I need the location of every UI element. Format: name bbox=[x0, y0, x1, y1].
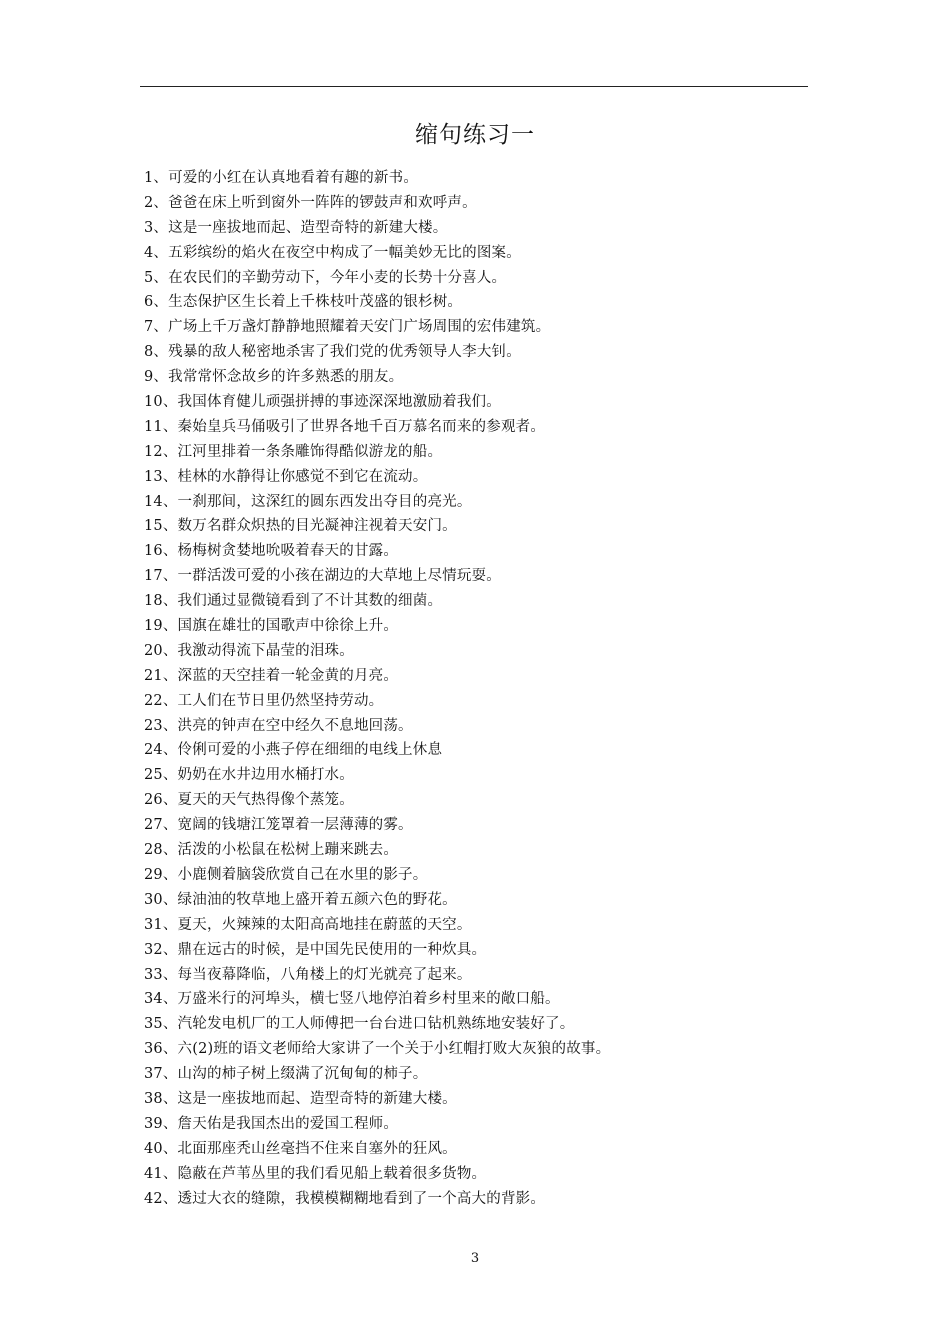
list-item: 19、国旗在雄壮的国歌声中徐徐上升。 bbox=[144, 618, 399, 635]
list-item: 12、江河里排着一条条雕饰得酷似游龙的船。 bbox=[144, 443, 443, 460]
list-item: 40、北面那座秃山丝毫挡不住来自塞外的狂风。 bbox=[144, 1140, 457, 1157]
list-item: 23、洪亮的钟声在空中经久不息地回荡。 bbox=[144, 717, 413, 734]
list-item: 33、每当夜幕降临，八角楼上的灯光就亮了起来。 bbox=[144, 966, 472, 983]
list-item: 2、爸爸在床上听到窗外一阵阵的锣鼓声和欢呼声。 bbox=[144, 194, 477, 211]
list-item: 31、夏天，火辣辣的太阳高高地挂在蔚蓝的天空。 bbox=[144, 916, 472, 933]
list-item: 30、绿油油的牧草地上盛开着五颜六色的野花。 bbox=[144, 891, 457, 908]
list-item: 27、宽阔的钱塘江笼罩着一层薄薄的雾。 bbox=[144, 817, 413, 834]
list-item: 1、可爱的小红在认真地看着有趣的新书。 bbox=[144, 170, 419, 186]
list-item: 41、隐蔽在芦苇丛里的我们看见船上载着很多货物。 bbox=[144, 1165, 487, 1182]
list-item: 34、万盛米行的河埠头，横七竖八地停泊着乡村里来的敞口船。 bbox=[144, 991, 560, 1008]
exercise-list bbox=[144, 166, 824, 1211]
list-item: 25、奶奶在水井边用水桶打水。 bbox=[144, 767, 354, 784]
list-item: 5、在农民们的辛勤劳动下，今年小麦的长势十分喜人。 bbox=[144, 269, 507, 286]
list-item: 16、杨梅树贪婪地吮吸着春天的甘露。 bbox=[144, 543, 399, 560]
list-item: 17、一群活泼可爱的小孩在湖边的大草地上尽情玩耍。 bbox=[144, 568, 501, 585]
list-item: 15、数万名群众炽热的目光凝神注视着天安门。 bbox=[144, 518, 457, 535]
list-item: 4、五彩缤纷的焰火在夜空中构成了一幅美妙无比的图案。 bbox=[144, 244, 521, 261]
list-item: 8、残暴的敌人秘密地杀害了我们党的优秀领导人李大钊。 bbox=[144, 344, 521, 361]
list-item: 9、我常常怀念故乡的许多熟悉的朋友。 bbox=[144, 369, 404, 386]
list-item: 14、一刹那间，这深红的圆东西发出夺目的亮光。 bbox=[144, 493, 472, 510]
list-item: 42、透过大衣的缝隙，我模模糊糊地看到了一个高大的背影。 bbox=[144, 1190, 546, 1207]
list-item: 38、这是一座拔地而起、造型奇特的新建大楼。 bbox=[144, 1090, 457, 1107]
list-item: 26、夏天的天气热得像个蒸笼。 bbox=[144, 792, 354, 809]
list-item: 13、桂林的水静得让你感觉不到它在流动。 bbox=[144, 468, 428, 485]
list-item: 20、我激动得流下晶莹的泪珠。 bbox=[144, 642, 354, 659]
list-item: 10、我国体育健儿顽强拼搏的事迹深深地激励着我们。 bbox=[144, 394, 501, 411]
list-item: 35、汽轮发电机厂的工人师傅把一台台进口钻机熟练地安装好了。 bbox=[144, 1016, 575, 1033]
list-item: 3、这是一座拔地而起、造型奇特的新建大楼。 bbox=[144, 219, 448, 236]
list-item: 7、广场上千万盏灯静静地照耀着天安门广场周围的宏伟建筑。 bbox=[144, 319, 551, 336]
list-item: 18、我们通过显微镜看到了不计其数的细菌。 bbox=[144, 593, 443, 610]
list-item: 24、伶俐可爱的小燕子停在细细的电线上休息 bbox=[144, 742, 443, 759]
page-title: 缩句练习一 bbox=[415, 122, 535, 148]
list-item: 29、小鹿侧着脑袋欣赏自己在水里的影子。 bbox=[144, 866, 428, 883]
list-item: 36、六(2)班的语文老师给大家讲了一个关于小红帽打败大灰狼的故事。 bbox=[144, 1041, 611, 1058]
list-item: 21、深蓝的天空挂着一轮金黄的月亮。 bbox=[144, 667, 399, 684]
list-item: 22、工人们在节日里仍然坚持劳动。 bbox=[144, 692, 384, 709]
page-number: 3 bbox=[470, 1251, 480, 1266]
list-item: 11、秦始皇兵马俑吸引了世界各地千百万慕名而来的参观者。 bbox=[144, 418, 546, 435]
list-item: 28、活泼的小松鼠在松树上蹦来跳去。 bbox=[144, 842, 399, 859]
list-item: 37、山沟的柿子树上缀满了沉甸甸的柿子。 bbox=[144, 1066, 428, 1083]
header-rule bbox=[140, 86, 808, 87]
list-item: 6、生态保护区生长着上千株枝叶茂盛的银杉树。 bbox=[144, 294, 463, 311]
list-item: 32、鼎在远古的时候，是中国先民使用的一种炊具。 bbox=[144, 941, 487, 958]
list-item: 39、詹天佑是我国杰出的爱国工程师。 bbox=[144, 1115, 399, 1132]
